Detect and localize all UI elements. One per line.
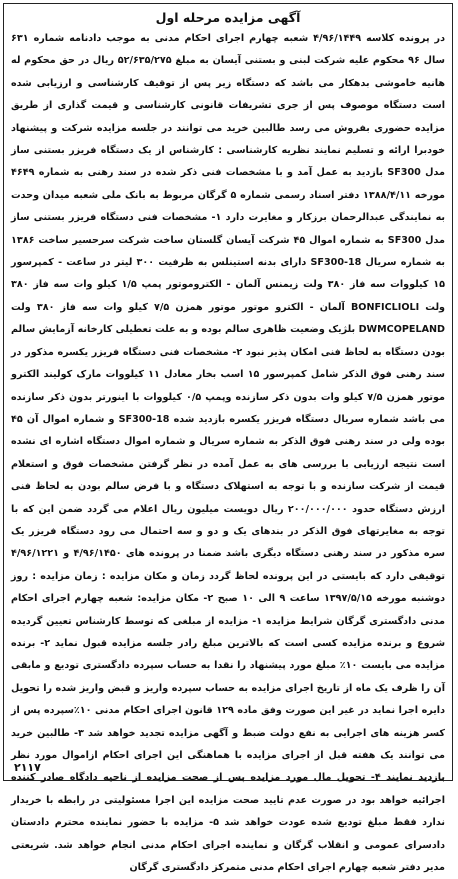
auction-notice (3, 3, 453, 874)
notice-title: آگهی مزایده مرحله اول (155, 10, 301, 25)
notice-body: در پرونده کلاسه ۴/۹۶/۱۴۴۹ شعبه چهارم اجرای احکام مدنی به موجب دادنامه شماره ۶۳۱ سال ۹۶ محکوم علیه شرکت لبنی و بستنی آیسان به مبلغ ۵۲/۶۳۵/۲۷۵ ریال در حق محکوم له هانیه خاموشی بدهکار می باشد که دستگاه زیر پس از توقیف کارشناسی و ارزیابی شده است دستگاه موصوف پس از جری تشریفات قانونی کارشناسی و قیمت گذاری از طریق مزایده حضوری بفروش می رسد طالبین خرید می توانند در جلسه مزایده شرکت و پیشنهاد خودبرا ارائه و تسلیم نمایند نظریه کارشناسی : کارشناس از یک دستگاه فریزر بستنی ساز مدل SF300 بازدید به عمل آمد و با مشخصات فنی ذکر شده در سند رهنی به شماره ۴۶۴۹ مورخه ۱۳۸۸/۴/۱۱ دفتر اسناد رسمی شماره ۵ گرگان مربوط به بانک ملی شعبه میدان وحدت به نمایندگی عبدالرحمان برزکار و مغایرت دارد ۱- مشخصات فنی دستگاه فریزر بستنی ساز مدل SF300 به شماره اموال ۴۵ شرکت آیسان گلستان ساخت شرکت سرحسیر ساخت ۱۳۸۶ به شماره سریال SF300-18 دارای بدنه استینلس به ظرفیت ۳۰۰ لیتر در ساعت - کمپرسور ۱۵ کیلووات سه فاز ۳۸۰ ولت زیمنس آلمان - الکتروموتور پمپ ۱/۵ کیلو وات سه فاز ۳۸۰ ولت BONFICLIOLI آلمان - الکترو موتور موتور همزن ۷/۵ کیلو وات سه فاز ۳۸۰ ولت DWMCOPELAND بلژیک وضعیت ظاهری سالم بوده و به علت تعطیلی کارخانه آزمایش سالم بودن دستگاه به لحاظ فنی امکان پذیر نبود ۲- مشخصات فنی دستگاه فریزر یکسره مذکور در سند رهنی فوق الذکر شامل کمپرسور ۱۵ اسب بخار معادل ۱۱ کیلووات مارک کولیند الکترو موتور همزن ۷/۵ کیلو وات بدون ذکر سازنده وپمپ ۰/۵ کیلووات با اینورتر بدون ذکر سازنده می باشد شماره سریال دستگاه فریزر یکسره بازدید شده SF300-18 و شماره اموال آن ۴۵ بوده ولی در سند رهنی فوق الذکر به شماره سریال و شماره اموال دستگاه اشاره ای نشده است نتیجه ارزیابی با بررسی های به عمل آمده در نظر گرفتن مشخصات فوق و استعلام قیمت از شرکت سازنده و با توجه به استهلاک دستگاه و با فرض سالم بودن به لحاظ فنی ارزش دستگاه حدود ۲۰۰/۰۰۰/۰۰۰ ریال دویست میلیون ریال اعلام می گردد ضمن این که با توجه به مغایرتهای فوق الذکر در بندهای یک و دو و سه احتمال می رود دستگاه فریزر یک سره مذکور در سند رهنی دستگاه دیگری باشد ضمنا در پرونده های ۴/۹۶/۱۴۵۰ و ۴/۹۶/۱۲۲۱ توقیفی دارد که بایستی در این پرونده لحاظ گردد زمان و مکان مزایده : زمان مزایده : روز دوشنبه مورخه ۱۳۹۷/۵/۱۵ ساعت ۹ الی ۱۰ صبح ۲- مکان مزایده: شعبه چهارم اجرای احکام مدنی دادگستری گرگان شرایط مزایده ۱- مزایده از مبلغی که توسط کارشناس تعیین گردیده شروع و برنده مزایده کسی است که بالاترین مبلغ رادر جلسه مزایده قبول نماید ۲- برنده مزایده می بایست ۱۰٪ مبلغ مورد پیشنهاد را نقدا به حساب سپرده دادگستری تودیع و مابقی آن را ظرف یک ماه از تاریخ اجرای مزایده به حساب سپرده واریز و قبض واریز شده را تحویل دایره اجرا نماید در غیر این صورت وفق ماده ۱۲۹ قانون اجرای احکام مدنی ۱۰٪سپرده پس از کسر هزینه های اجرایی به نفع دولت ضبط و آگهی مزایده تجدید خواهد شد ۳- طالبین خرید می توانند یک هفته قبل از اجرای مزایده با هماهنگی این اجرای احکام ازاموال مورد نظر بازدید نمایند ۴- تحویل مال مورد مزایده پس از صحت مزایده از ناحیه دادگاه صادر کننده اجرائیه خواهد بود در صورت عدم تایید صحت مزایده این اجرا مسئولیتی در رابطه با خریدار ندارد فقط مبلغ تودیع شده عودت خواهد شد ۵- مزایده با حضور نماینده محترم دادستان دادسرای عمومی و انقلاب گرگان و نماینده اجرای احکام مدنی انجام خواهد شد. شریعتی مدیر دفتر شعبه چهارم اجرای احکام مدنی متمرکز دادگستری گرگان (11, 33, 446, 874)
notice-code: ۲۱۱۷ (14, 761, 41, 774)
